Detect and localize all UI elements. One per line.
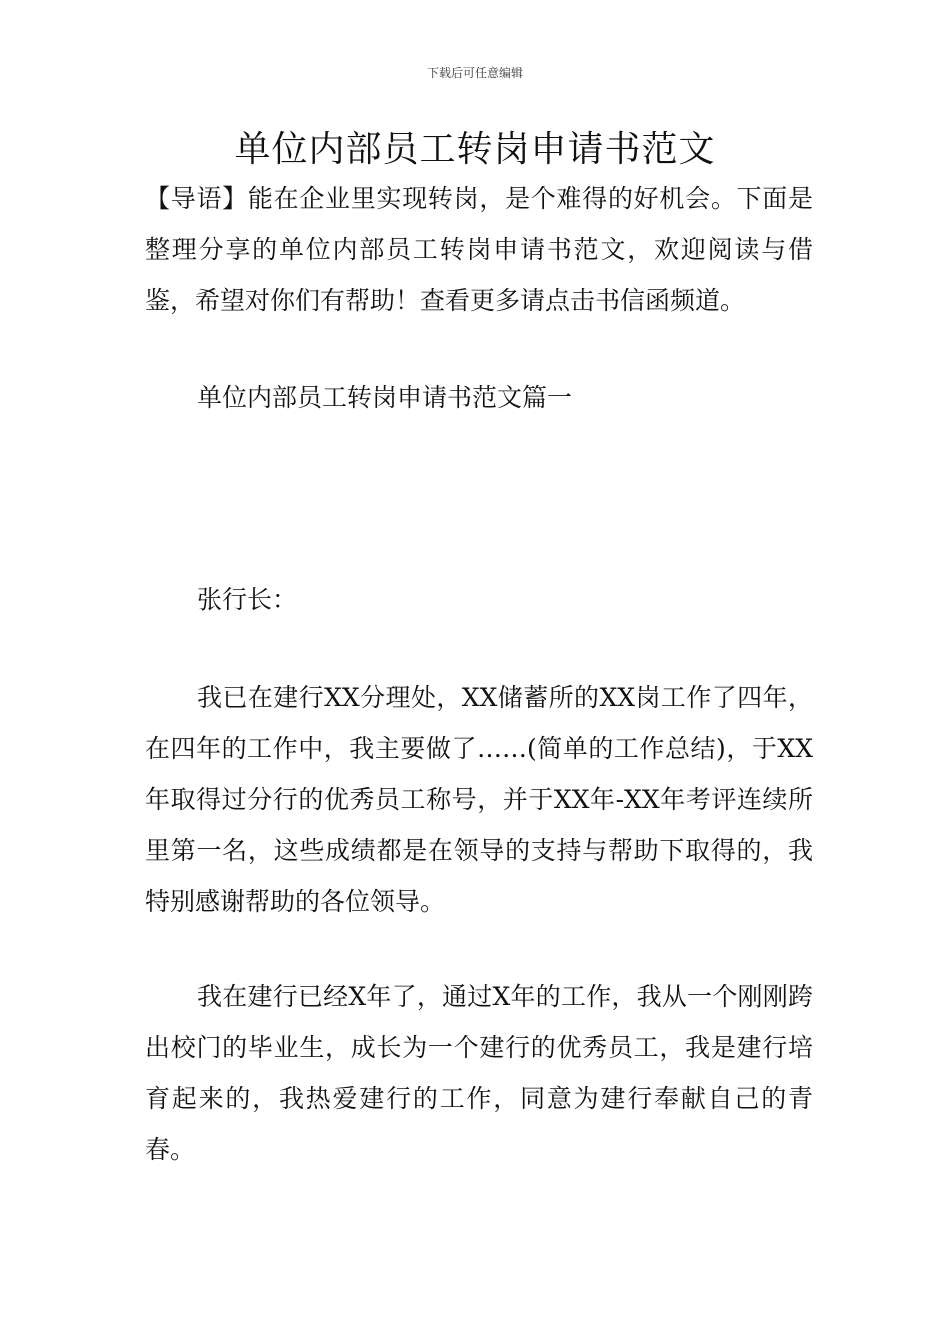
body-paragraph-2: 我在建行已经X年了，通过X年的工作，我从一个刚刚跨出校门的毕业生，成长为一个建行的优秀员工，我是建行培育起来的，我热爱建行的工作，同意为建行奉献自己的青春。 xyxy=(145,982,813,1164)
body-paragraph-1: 我已在建行XX分理处，XX储蓄所的XX岗工作了四年，在四年的工作中，我主要做了……(简单的工作总结)，于XX年取得过分行的优秀员工称号，并于XX年-XX年考评连续所里第一名，这些成绩都是在领导的支持与帮助下取得的，我特别感谢帮助的各位领导。 xyxy=(145,683,813,916)
document-title: 单位内部员工转岗申请书范文 xyxy=(234,129,716,170)
intro-paragraph: 【导语】能在企业里实现转岗，是个难得的好机会。下面是整理分享的单位内部员工转岗申请书范文，欢迎阅读与借鉴，希望对你们有帮助！查看更多请点击书信函频道。 xyxy=(145,184,813,315)
section-heading: 单位内部员工转岗申请书范文篇一 xyxy=(197,383,573,412)
salutation: 张行长： xyxy=(197,585,298,614)
header-note: 下载后可任意编辑 xyxy=(426,66,523,80)
